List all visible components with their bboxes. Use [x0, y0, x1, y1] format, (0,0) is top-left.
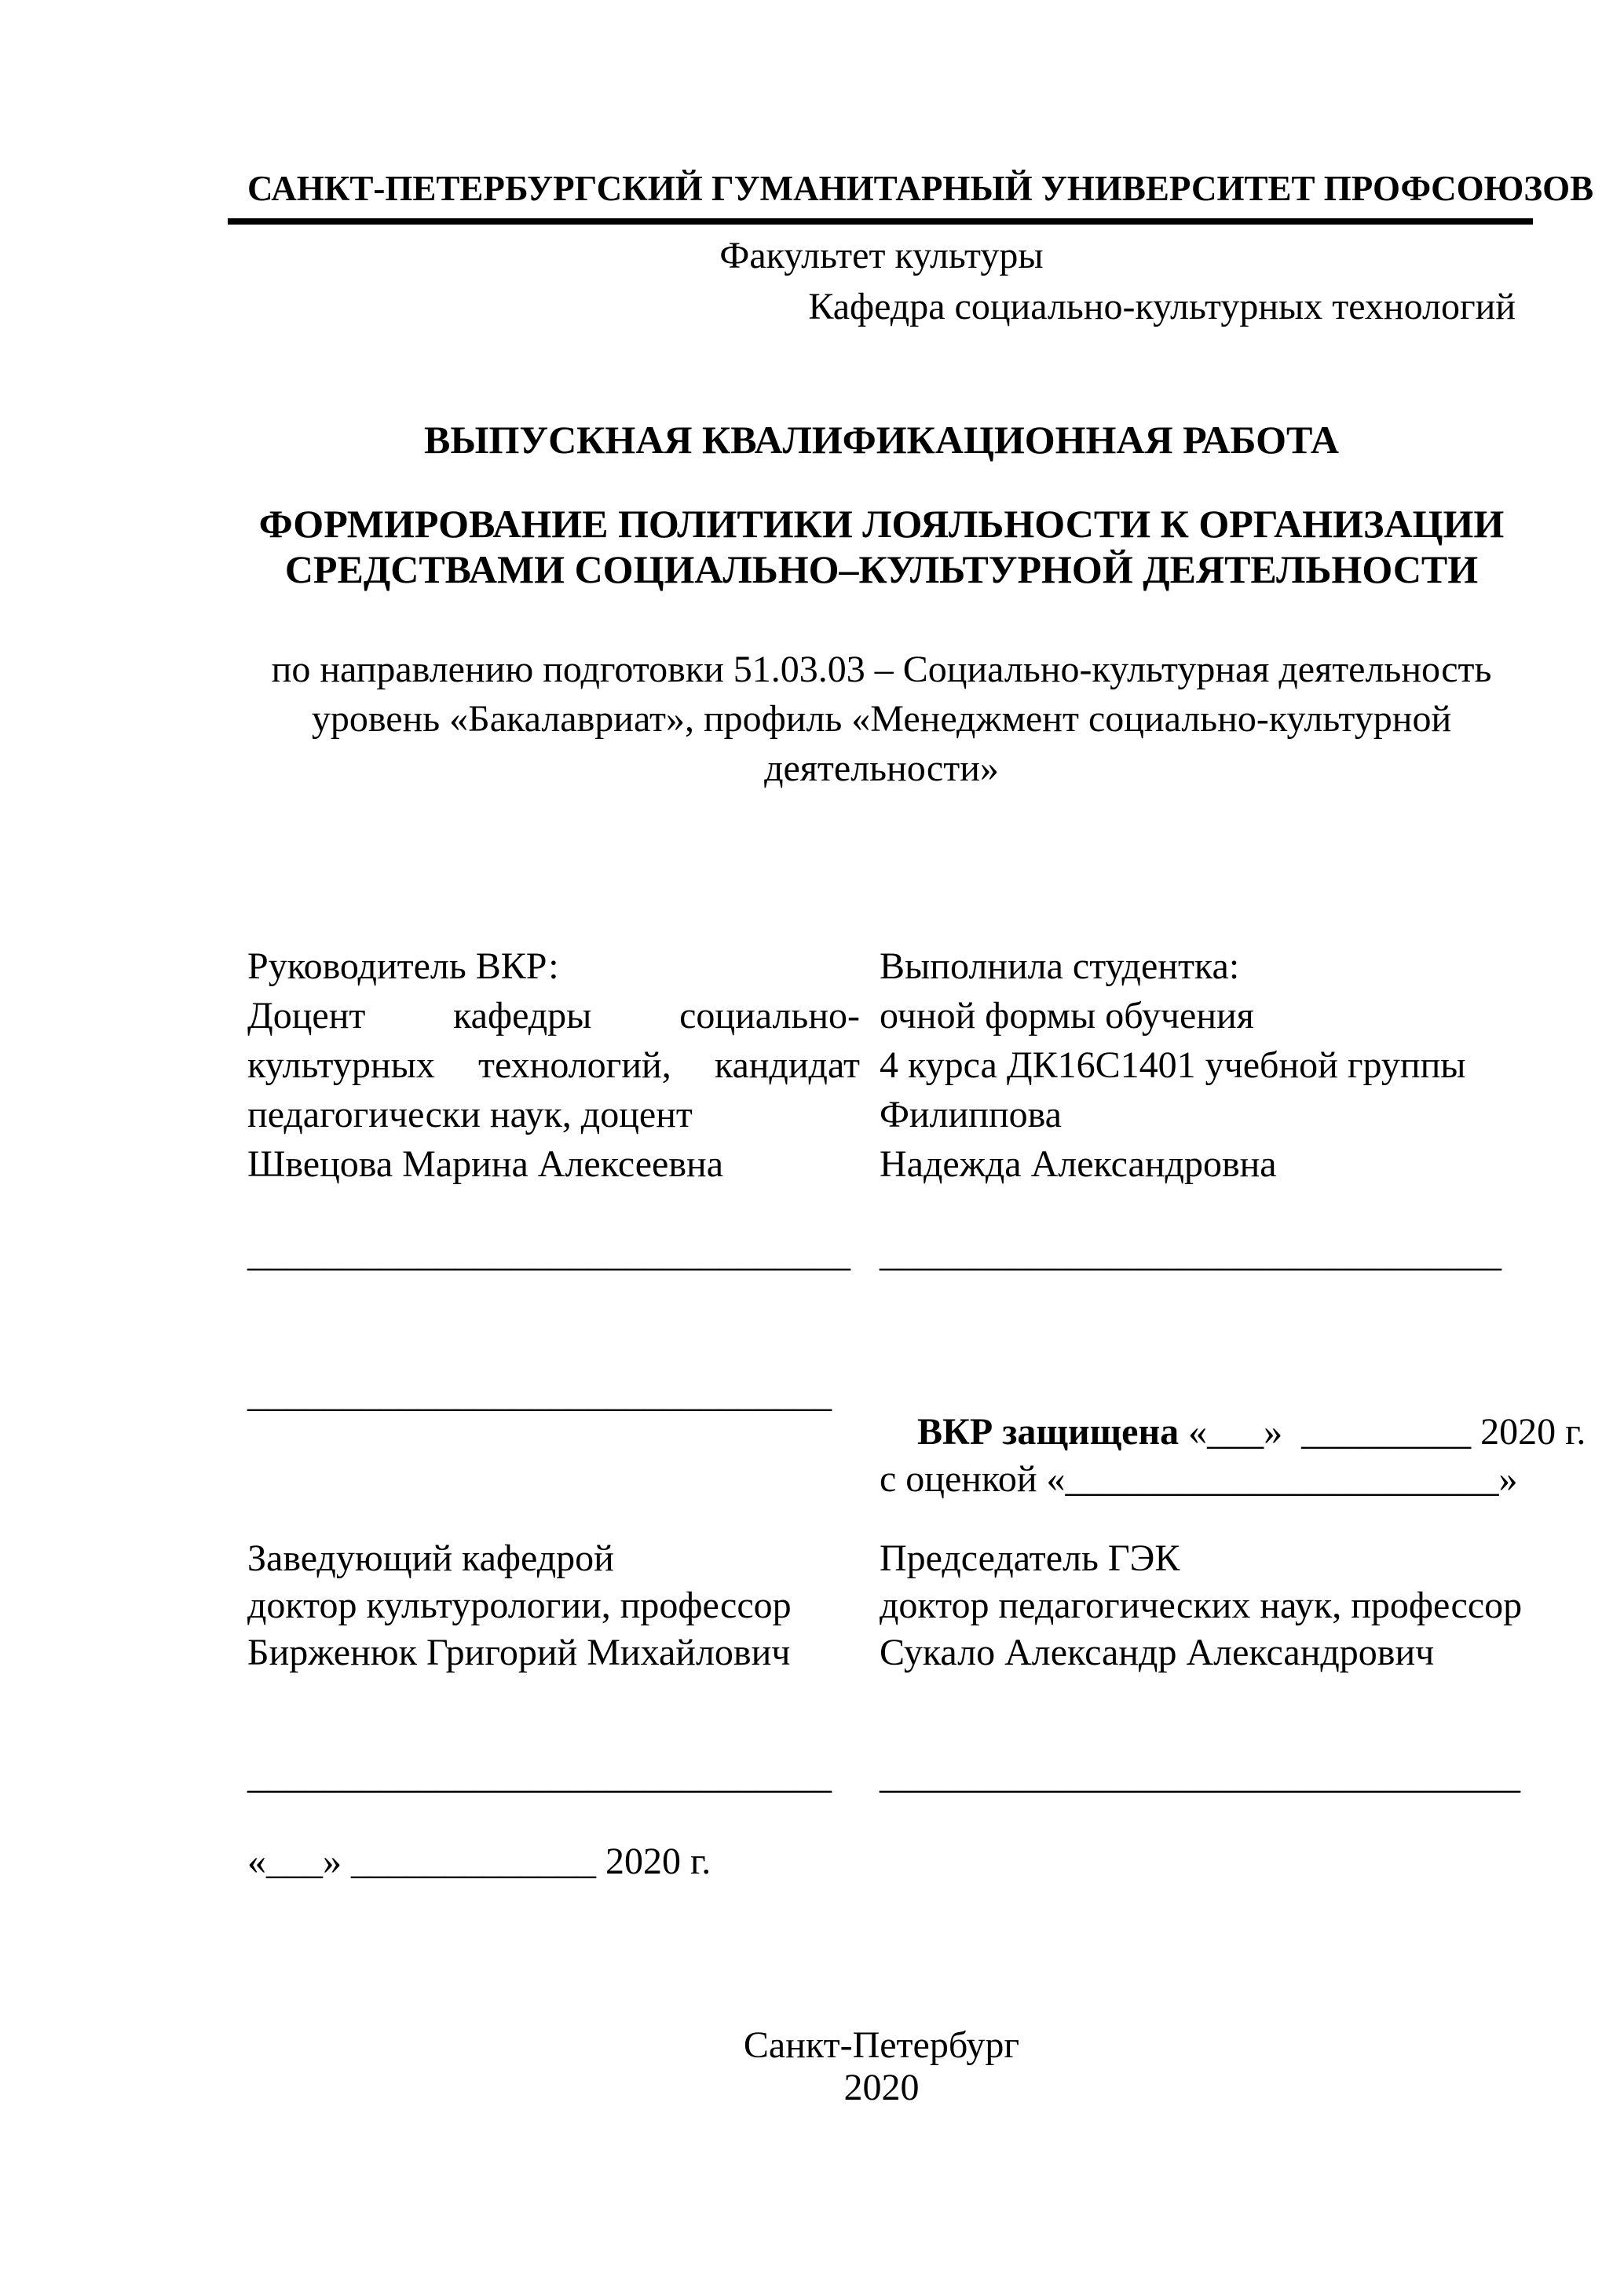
faculty-name: Факультет культуры	[719, 235, 1044, 276]
grade-blank-line: с оценкой «_______________________»	[880, 1458, 1518, 1500]
supervisor-position-line-1: Доцент кафедры социально-	[247, 995, 860, 1036]
thesis-title-line-2: СРЕДСТВАМИ СОЦИАЛЬНО–КУЛЬТУРНОЙ ДЕЯТЕЛЬНОСТИ	[284, 547, 1479, 591]
program-level-line-2: деятельности»	[764, 748, 999, 789]
student-name-line-2: Надежда Александровна	[880, 1143, 1277, 1185]
supervisor-position-line-2: культурных технологий, кандидат	[247, 1044, 860, 1086]
gek-chairman-name: Сукало Александр Александрович	[880, 1632, 1435, 1673]
student-info-line-1: очной формы обучения	[880, 995, 1254, 1036]
work-type-heading: ВЫПУСКНАЯ КВАЛИФИКАЦИОННАЯ РАБОТА	[424, 418, 1339, 462]
student-info-line-2: 4 курса ДК16С1401 учебной группы	[880, 1044, 1466, 1086]
defense-defended-label: ВКР защищена	[917, 1411, 1180, 1453]
supervisor-position-line-3: педагогически наук, доцент	[247, 1094, 693, 1135]
defense-date-blank: «___» _________ 2020 г.	[1179, 1411, 1586, 1453]
head-of-department-role: Заведующий кафедрой	[247, 1537, 614, 1579]
head-of-department-degree: доктор культурологии, профессор	[247, 1585, 792, 1626]
student-role-label: Выполнила студентка:	[880, 945, 1240, 987]
gek-chairman-role: Председатель ГЭК	[880, 1537, 1180, 1579]
head-of-department-name: Бирженюк Григорий Михайлович	[247, 1632, 791, 1673]
supervisor-signature-line: ________________________________	[247, 1233, 850, 1274]
chairman-signature-line: __________________________________	[880, 1755, 1520, 1797]
student-signature-line: _________________________________	[880, 1233, 1501, 1274]
thesis-title-line-1: ФОРМИРОВАНИЕ ПОЛИТИКИ ЛОЯЛЬНОСТИ К ОРГАНИЗАЦИИ	[258, 502, 1505, 546]
footer-year: 2020	[843, 2067, 920, 2108]
program-level-line-1: уровень «Бакалавриат», профиль «Менеджмент социально-культурной	[311, 698, 1452, 740]
supervisor-role-label: Руководитель ВКР:	[247, 945, 559, 987]
approval-signature-line: _______________________________	[247, 1373, 832, 1415]
department-name: Кафедра социально-культурных технологий	[808, 286, 1516, 327]
date-blank-line: «___» _____________ 2020 г.	[247, 1841, 711, 1882]
header-divider-rule	[228, 218, 1533, 225]
gek-chairman-degree: доктор педагогических наук, профессор	[880, 1585, 1523, 1626]
head-signature-line: _______________________________	[247, 1755, 832, 1797]
university-name: САНКТ-ПЕТЕРБУРГСКИЙ ГУМАНИТАРНЫЙ УНИВЕРСИТЕТ ПРОФСОЮЗОВ	[247, 169, 1594, 208]
student-name-line-1: Филиппова	[880, 1094, 1062, 1135]
footer-city: Санкт-Петербург	[743, 2024, 1020, 2066]
supervisor-name: Швецова Марина Алексеевна	[247, 1143, 723, 1185]
program-direction-line: по направлению подготовки 51.03.03 – Социально-культурная деятельность	[271, 649, 1492, 690]
